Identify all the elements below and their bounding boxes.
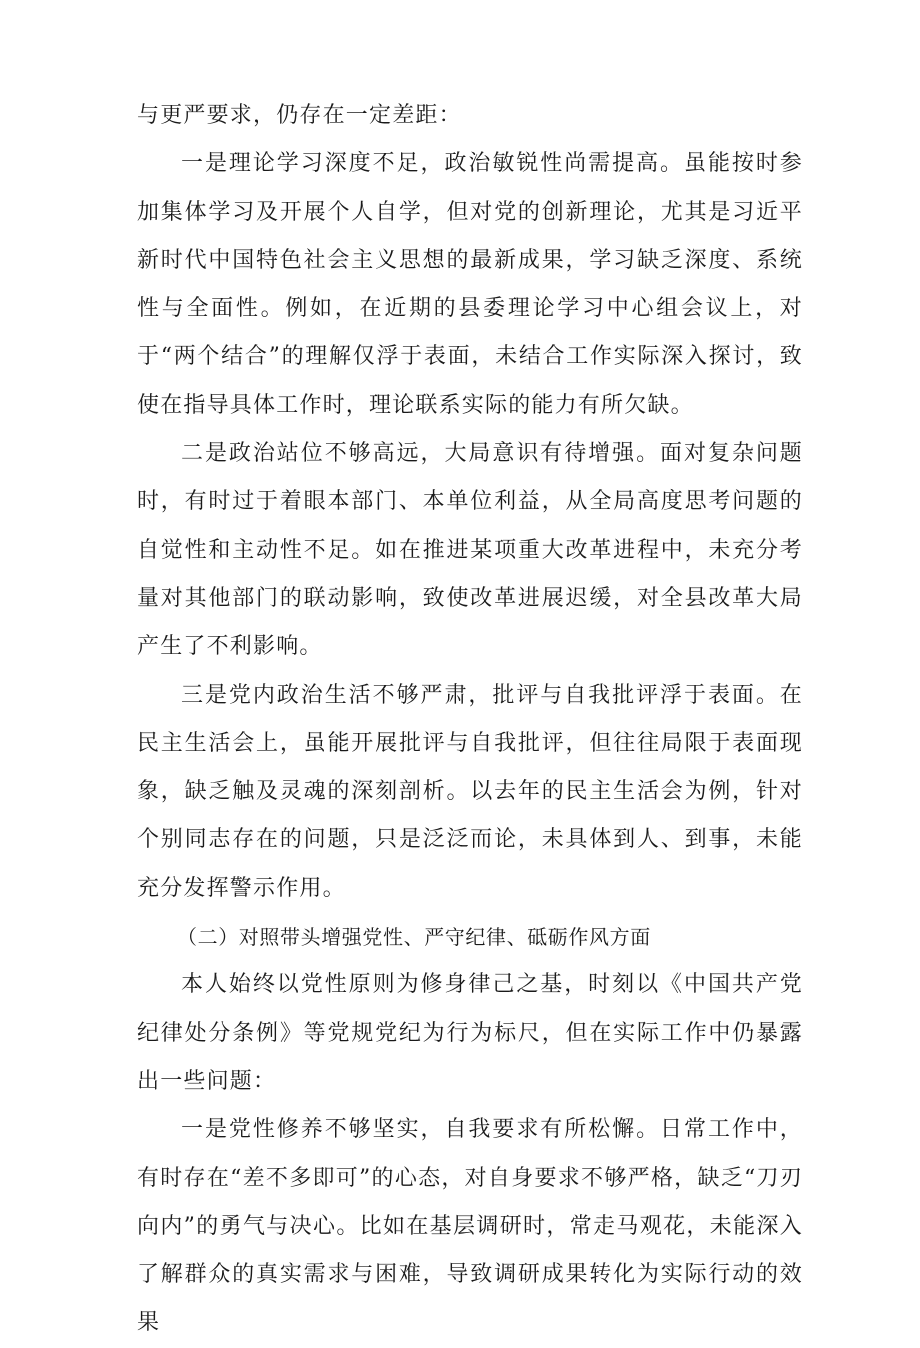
document-body bbox=[137, 92, 803, 1348]
paragraph-party-life: 三是党内政治生活不够严肃，批评与自我批评浮于表面。在民主生活会上，虽能开展批评与自我批评，但往往局限于表面现象，缺乏触及灵魂的深刻剖析。以去年的民主生活会为例，针对个别同志存在的问题，只是泛泛而论，未具体到人、到事，未能充分发挥警示作用。 bbox=[137, 682, 803, 901]
paragraph-party-principle: 本人始终以党性原则为修身律己之基，时刻以《中国共产党纪律处分条例》等党规党纪为行为标尺，但在实际工作中仍暴露出一些问题： bbox=[137, 972, 803, 1094]
paragraph-continuation: 与更严要求，仍存在一定差距： bbox=[137, 103, 462, 128]
paragraph-party-cultivation: 一是党性修养不够坚实，自我要求有所松懈。日常工作中，有时存在“差不多即可”的心态，对自身要求不够严格，缺乏“刀刃向内”的勇气与决心。比如在基层调研时，常走马观花，未能深入了解群众的真实需求与困难，导致调研成果转化为实际行动的效果 bbox=[137, 1117, 803, 1336]
section-heading: （二）对照带头增强党性、严守纪律、砥砺作风方面 bbox=[177, 925, 651, 950]
paragraph-theory-study: 一是理论学习深度不足，政治敏锐性尚需提高。虽能按时参加集体学习及开展个人自学，但对党的创新理论，尤其是习近平新时代中国特色社会主义思想的最新成果，学习缺乏深度、系统性与全面性。例如，在近期的县委理论学习中心组会议上，对于“两个结合”的理解仅浮于表面，未结合工作实际深入探讨，致使在指导具体工作时，理论联系实际的能力有所欠缺。 bbox=[137, 151, 803, 418]
paragraph-political-stance: 二是政治站位不够高远，大局意识有待增强。面对复杂问题时，有时过于着眼本部门、本单位利益，从全局高度思考问题的自觉性和主动性不足。如在推进某项重大改革进程中，未充分考量对其他部门的联动影响，致使改革进展迟缓，对全县改革大局产生了不利影响。 bbox=[137, 441, 803, 660]
